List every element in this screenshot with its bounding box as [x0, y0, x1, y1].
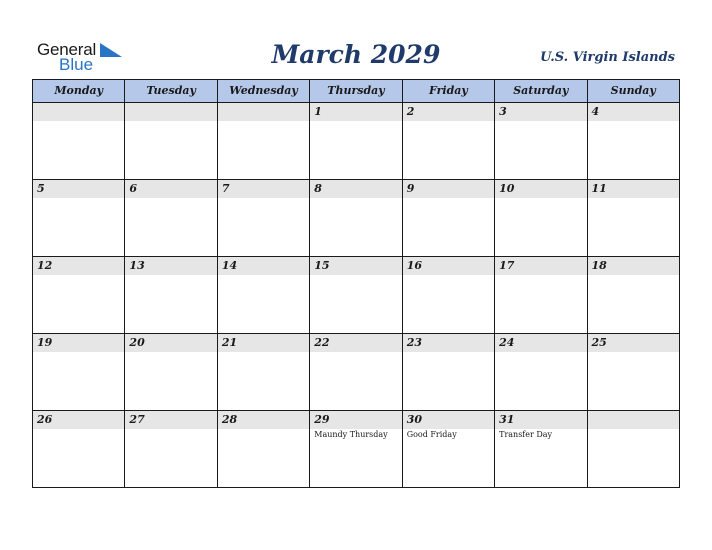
logo-flag-icon: [100, 43, 122, 57]
weekday-header: Friday: [403, 80, 495, 103]
day-number: 19: [33, 334, 124, 352]
day-cell: [588, 411, 680, 488]
day-cell: [403, 103, 495, 180]
day-number: 21: [218, 334, 309, 352]
day-number: 8: [310, 180, 401, 198]
day-number: 25: [588, 334, 679, 352]
day-cell: [403, 411, 495, 488]
day-number: [588, 411, 679, 429]
day-number: 4: [588, 103, 679, 121]
day-cell: [310, 180, 402, 257]
day-number: 18: [588, 257, 679, 275]
day-number: 16: [403, 257, 494, 275]
day-cell: [33, 257, 125, 334]
day-number: 12: [33, 257, 124, 275]
day-number: 15: [310, 257, 401, 275]
day-cell: [218, 257, 310, 334]
day-cell: [588, 334, 680, 411]
day-cell: [218, 411, 310, 488]
weekday-header-row: [33, 80, 680, 103]
day-cell: [495, 334, 587, 411]
day-number: 26: [33, 411, 124, 429]
day-cell: [310, 103, 402, 180]
logo-general-text: General: [37, 40, 97, 59]
day-number: 13: [125, 257, 216, 275]
day-cell: [403, 257, 495, 334]
day-number: [218, 103, 309, 121]
day-cell: [310, 411, 402, 488]
day-cell: [403, 334, 495, 411]
week-row: [33, 334, 680, 411]
day-number: 11: [588, 180, 679, 198]
week-row: [33, 180, 680, 257]
day-cell: [588, 257, 680, 334]
day-number: 17: [495, 257, 586, 275]
day-number: 2: [403, 103, 494, 121]
day-cell: [125, 103, 217, 180]
day-cell: [125, 411, 217, 488]
day-cell: [33, 334, 125, 411]
region-label: U.S. Virgin Islands: [540, 50, 675, 65]
day-number: 5: [33, 180, 124, 198]
day-cell: [125, 334, 217, 411]
weekday-header: Thursday: [310, 80, 402, 103]
logo-blue-text: Blue: [59, 55, 94, 74]
day-number: [33, 103, 124, 121]
day-number: 14: [218, 257, 309, 275]
page-title: March 2029: [271, 40, 441, 69]
day-cell: [218, 334, 310, 411]
week-row: [33, 257, 680, 334]
week-row: [33, 103, 680, 180]
day-number: 3: [495, 103, 586, 121]
day-number: 31: [495, 411, 586, 429]
day-cell: [495, 257, 587, 334]
weekday-header: Wednesday: [218, 80, 310, 103]
day-number: 24: [495, 334, 586, 352]
holiday-label: Good Friday: [406, 430, 457, 439]
day-cell: [495, 103, 587, 180]
calendar-weeks: [33, 103, 680, 488]
day-cell: [310, 257, 402, 334]
generalblue-logo: [37, 40, 137, 74]
day-number: 27: [125, 411, 216, 429]
day-cell: [33, 180, 125, 257]
day-number: 10: [495, 180, 586, 198]
day-cell: [495, 180, 587, 257]
day-cell: [33, 411, 125, 488]
day-cell: [310, 334, 402, 411]
day-cell: [218, 103, 310, 180]
day-number: 20: [125, 334, 216, 352]
day-cell: [588, 180, 680, 257]
day-cell: [588, 103, 680, 180]
day-number: 29: [310, 411, 401, 429]
day-cell: [33, 103, 125, 180]
day-cell: [125, 180, 217, 257]
day-cell: [403, 180, 495, 257]
day-number: 22: [310, 334, 401, 352]
day-cell: [495, 411, 587, 488]
day-number: 9: [403, 180, 494, 198]
weekday-header: Saturday: [495, 80, 587, 103]
weekday-header: Sunday: [588, 80, 680, 103]
day-cell: [125, 257, 217, 334]
day-number: 30: [403, 411, 494, 429]
day-number: [125, 103, 216, 121]
day-number: 28: [218, 411, 309, 429]
day-number: 23: [403, 334, 494, 352]
holiday-label: Transfer Day: [499, 430, 553, 439]
day-number: 1: [310, 103, 401, 121]
day-number: 6: [125, 180, 216, 198]
calendar-grid: [32, 79, 680, 488]
holiday-label: Maundy Thursday: [314, 430, 388, 439]
week-row: [33, 411, 680, 488]
weekday-header: Tuesday: [125, 80, 217, 103]
weekday-header: Monday: [33, 80, 125, 103]
day-number: 7: [218, 180, 309, 198]
day-cell: [218, 180, 310, 257]
